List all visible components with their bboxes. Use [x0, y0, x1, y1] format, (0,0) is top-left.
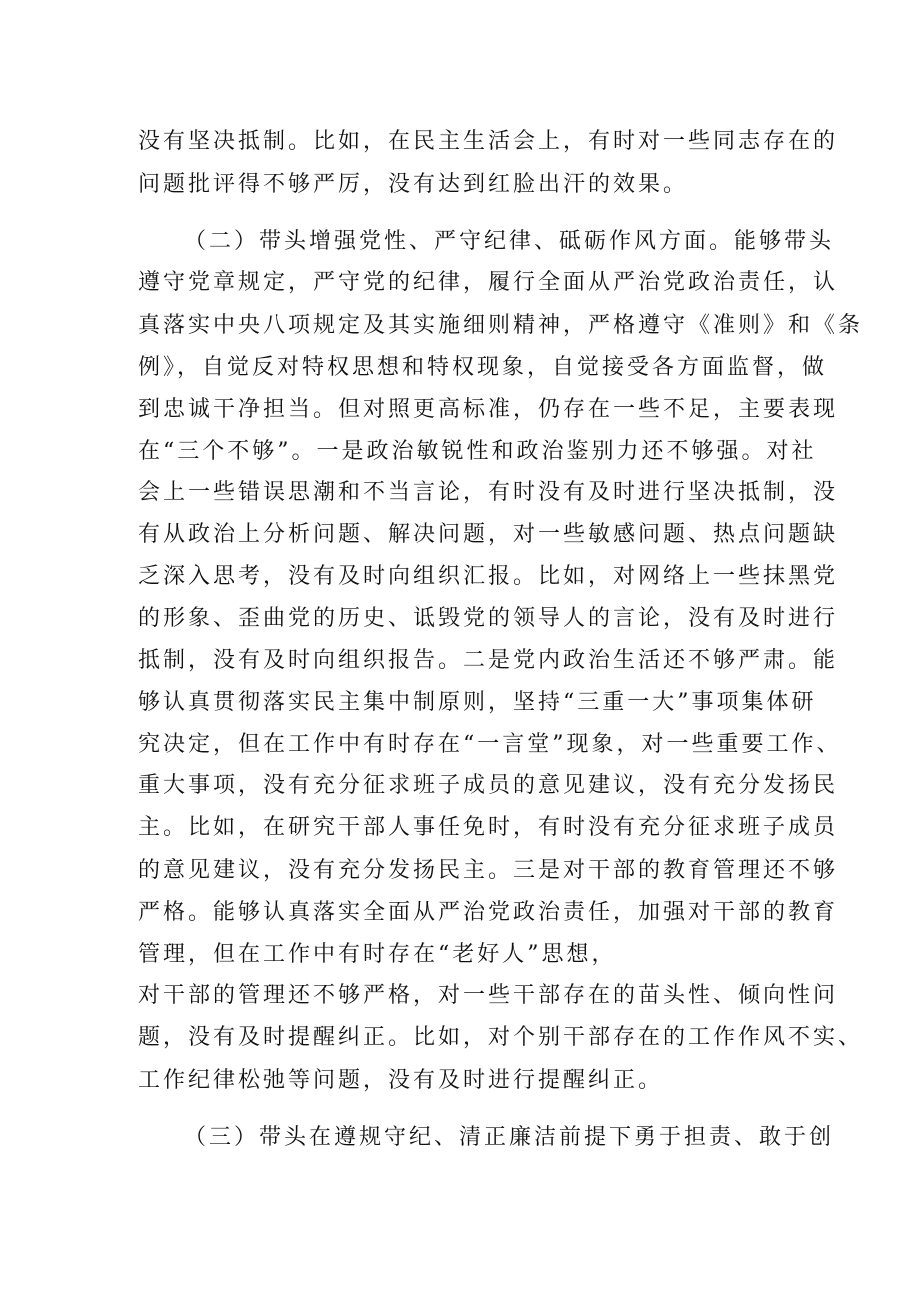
text-line: 究决定，但在工作中有时存在“一言堂”现象，对一些重要工作、 [138, 732, 842, 757]
text-line: 问题批评得不够严厉，没有达到红脸出汗的效果。 [138, 172, 689, 197]
text-line: 抵制，没有及时向组织报告。二是党内政治生活还不够严肃。能 [138, 648, 839, 673]
text-line: 对干部的管理还不够严格，对一些干部存在的苗头性、倾向性问 [138, 983, 839, 1008]
text-line: 题，没有及时提醒纠正。比如，对个别干部存在的工作作风不实、 [138, 1025, 864, 1050]
text-line: 主。比如，在研究干部人事任免时，有时没有充分征求班子成员 [138, 815, 839, 840]
text-line: 够认真贯彻落实民主集中制原则，坚持“三重一大”事项集体研 [138, 690, 817, 715]
text-line: 会上一些错误思潮和不当言论，有时没有及时进行坚决抵制，没 [138, 480, 839, 505]
text-line: 例》，自觉反对特权思想和特权现象，自觉接受各方面监督，做 [138, 355, 828, 380]
text-line: 遵守党章规定，严守党的纪律，履行全面从严治党政治责任，认 [138, 270, 839, 295]
text-line: 没有坚决抵制。比如，在民主生活会上，有时对一些同志存在的 [138, 129, 839, 154]
paragraph-heading-3: （三）带头在遵规守纪、清正廉洁前提下勇于担责、敢于创 [184, 1125, 835, 1150]
text-line: 到忠诚干净担当。但对照更高标准，仍存在一些不足，主要表现 [138, 397, 839, 422]
text-line: 在“三个不够”。一是政治敏锐性和政治鉴别力还不够强。对社 [138, 439, 817, 464]
text-line: 的意见建议，没有充分发扬民主。三是对干部的教育管理还不够 [138, 858, 839, 883]
text-line: 乏深入思考，没有及时向组织汇报。比如，对网络上一些抹黑党 [138, 564, 839, 589]
text-line: 的形象、歪曲党的历史、诋毁党的领导人的言论，没有及时进行 [138, 606, 839, 631]
text-line: 管理，但在工作中有时存在“老好人”思想， [138, 942, 617, 967]
paragraph-heading-2: （二）带头增强党性、严守纪律、砥砺作风方面。能够带头 [184, 229, 835, 254]
text-line: 严格。能够认真落实全面从严治党政治责任，加强对干部的教育 [138, 900, 839, 925]
text-line: 工作纪律松弛等问题，没有及时进行提醒纠正。 [138, 1068, 664, 1093]
text-line: 真落实中央八项规定及其实施细则精神，严格遵守《准则》和《条 [138, 313, 864, 338]
text-line: 重大事项，没有充分征求班子成员的意见建议，没有充分发扬民 [138, 773, 839, 798]
text-line: 有从政治上分析问题、解决问题，对一些敏感问题、热点问题缺 [138, 522, 839, 547]
